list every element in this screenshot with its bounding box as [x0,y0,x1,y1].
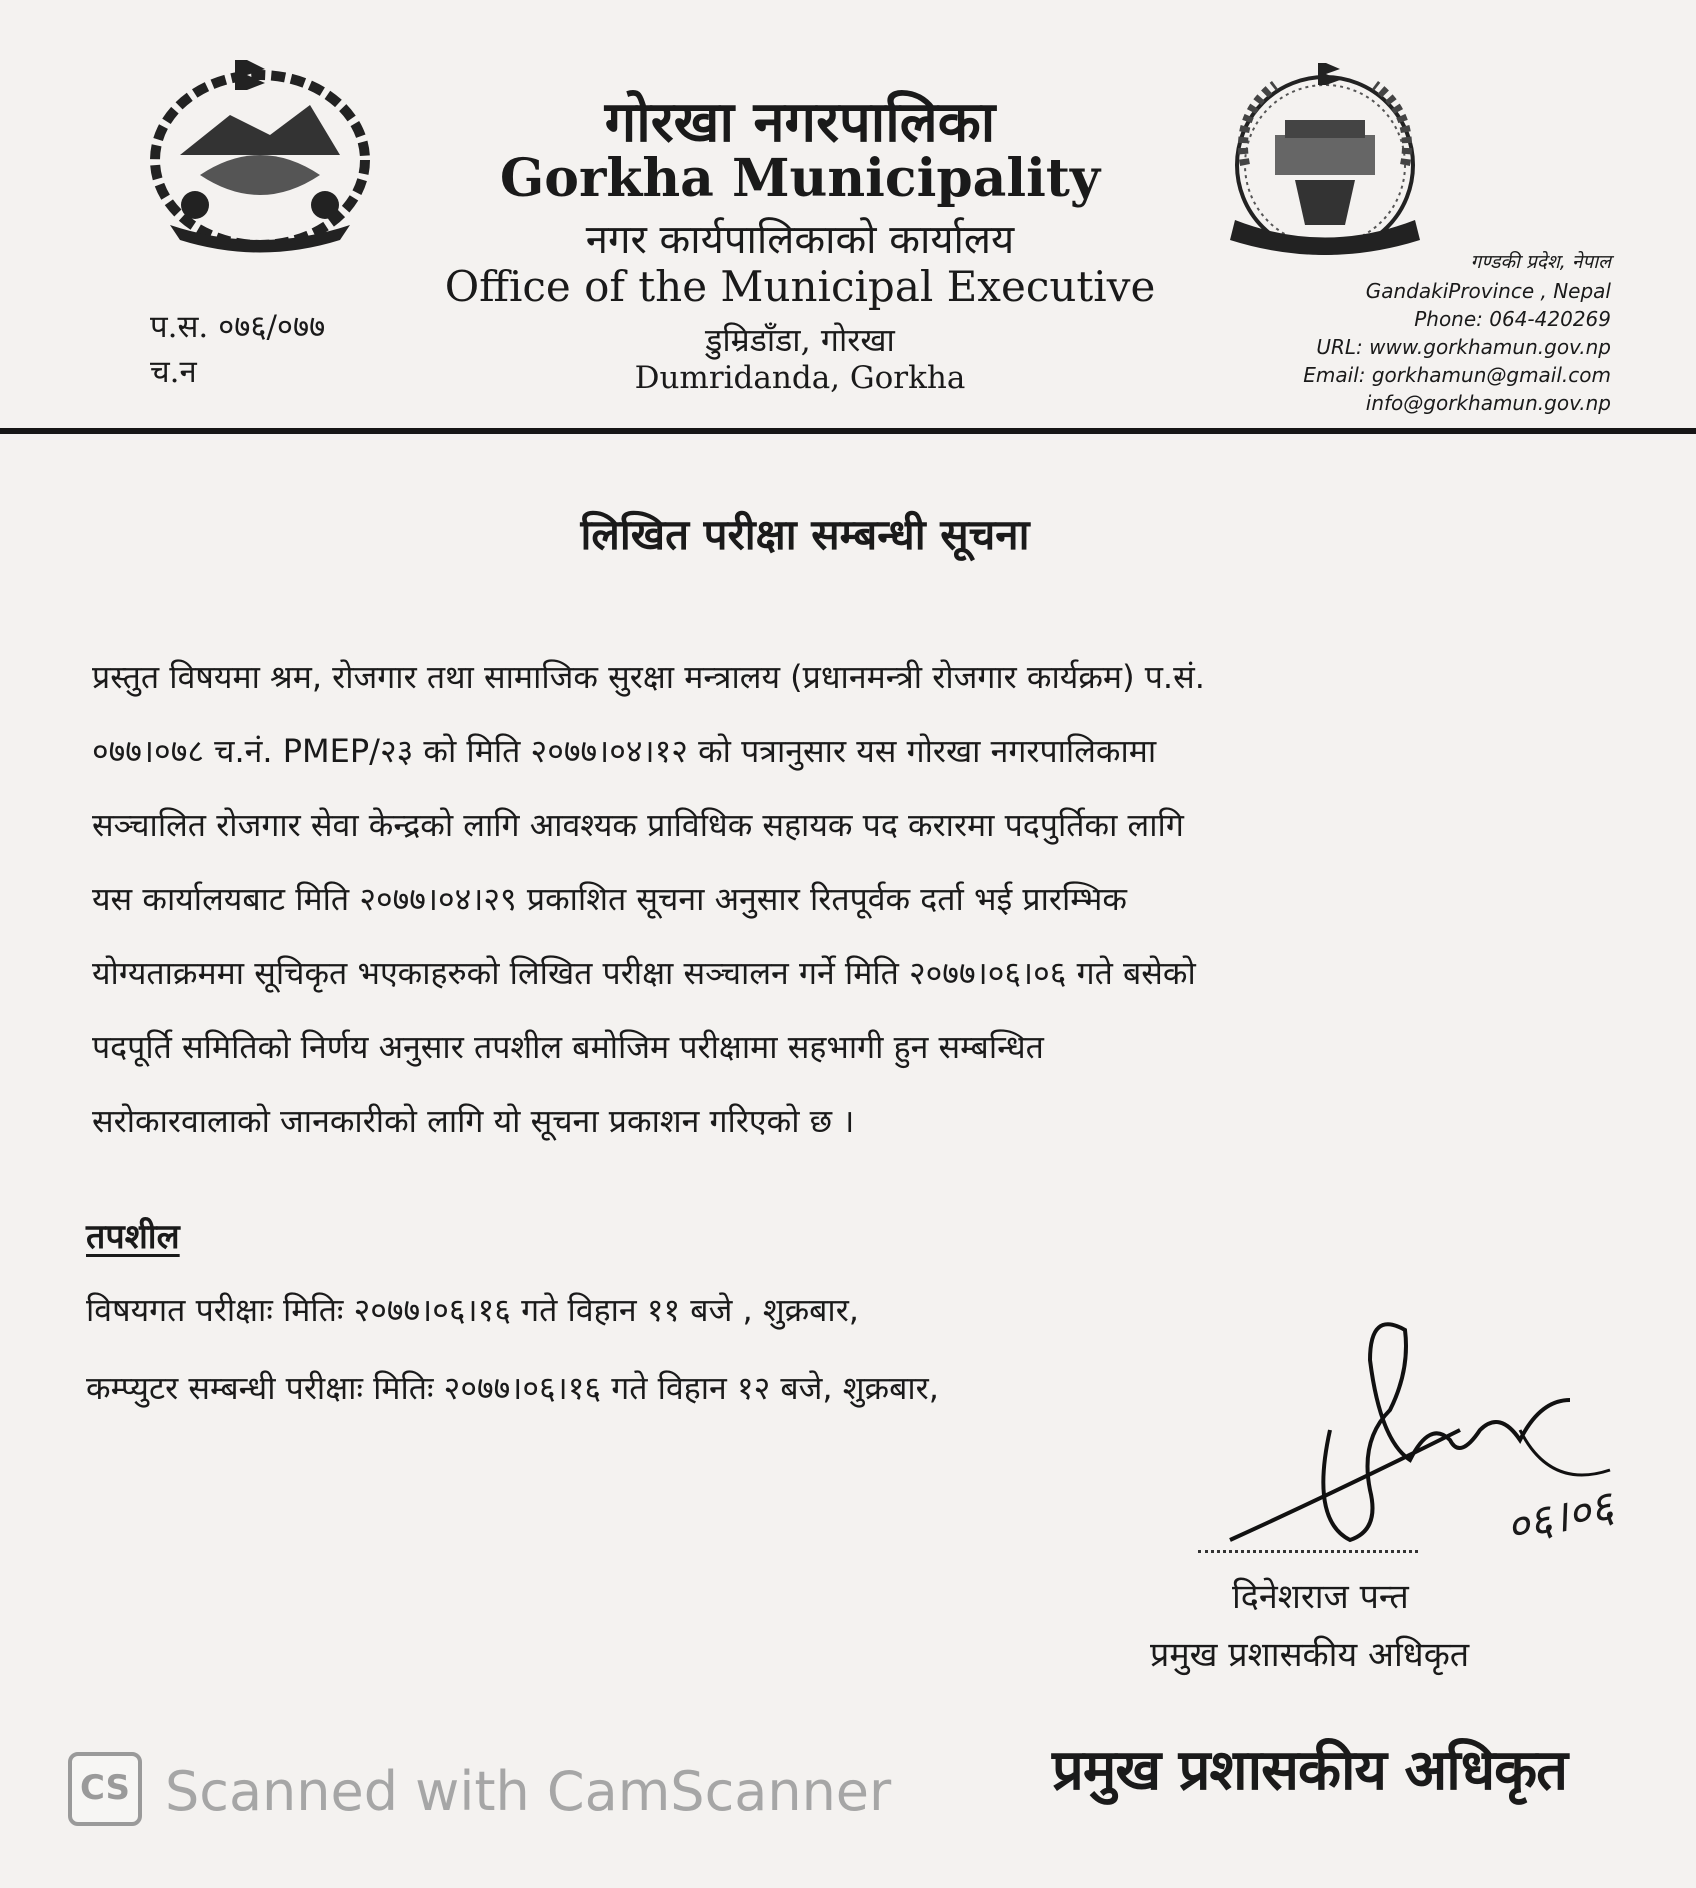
schedule-item: कम्प्युटर सम्बन्धी परीक्षाः मितिः २०७७।०६।१६ गते विहान १२ बजे, शुक्रबार, [86,1369,939,1407]
email-address: Email: gorkhamun@gmail.com [1303,363,1611,387]
schedule-heading: तपशील [86,1217,180,1257]
province-nepali: गण्डकी प्रदेश, नेपाल [1470,251,1611,273]
schedule-item: विषयगत परीक्षाः मितिः २०७७।०६।१६ गते विहान ११ बजे , शुक्रबार, [86,1291,859,1329]
body-line: सरोकारवालाको जानकारीको लागि यो सूचना प्रकाशन गरिएको छ । [92,1102,855,1140]
address-english: Dumridanda, Gorkha [634,360,966,396]
body-line: प्रस्तुत विषयमा श्रम, रोजगार तथा सामाजिक सुरक्षा मन्त्रालय (प्रधानमन्त्री रोजगार कार्यक्रम) प.सं. [92,658,1205,696]
signer-designation: प्रमुख प्रशासकीय अधिकृत [1150,1635,1470,1675]
notice-title: लिखित परीक्षा सम्बन्धी सूचना [580,510,1030,559]
header-divider [0,428,1696,434]
dispatch-number: च.न [150,354,197,390]
email-address-secondary: info@gorkhamun.gov.np [1365,391,1611,415]
phone-number: Phone: 064-420269 [1414,307,1611,331]
municipality-name-english: Gorkha Municipality [499,148,1101,209]
designation-stamp: प्रमुख प्रशासकीय अधिकृत [1052,1738,1568,1803]
signer-name: दिनेशराज पन्त [1232,1577,1409,1617]
province-english: GandakiProvince , Nepal [1365,279,1611,303]
body-line: यस कार्यालयबाट मिति २०७७।०४।२९ प्रकाशित सूचना अनुसार रितपूर्वक दर्ता भई प्रारम्भिक [92,880,1127,918]
municipality-logo-icon [1205,55,1445,265]
signature-date: ०६।०६ [1501,1481,1618,1554]
website-url: URL: www.gorkhamun.gov.np [1316,335,1611,359]
notice-body [92,655,1522,1173]
body-line: योग्यताक्रममा सूचिकृत भएकाहरुको लिखित परीक्षा सञ्चालन गर्ने मिति २०७७।०६।०६ गते बसेको [92,954,1196,992]
nepal-emblem-icon [140,55,380,255]
office-name-english: Office of the Municipal Executive [444,262,1156,311]
body-line: पदपूर्ति समितिको निर्णय अनुसार तपशील बमोजिम परीक्षामा सहभागी हुन सम्बन्धित [92,1028,1044,1066]
municipality-name-nepali: गोरखा नगरपालिका [604,89,996,155]
address-nepali: डुम्रिडाँडा, गोरखा [705,321,895,359]
camscanner-logo-icon: CS [68,1752,142,1826]
fiscal-year-reference: प.स. ०७६/०७७ [150,309,326,345]
office-name-nepali: नगर कार्यपालिकाको कार्यालय [585,217,1015,263]
signature-line [1198,1550,1418,1553]
scanner-watermark: Scanned with CamScanner [165,1760,892,1823]
handwritten-signature [1220,1290,1680,1590]
body-line: सञ्चालित रोजगार सेवा केन्द्रको लागि आवश्यक प्राविधिक सहायक पद करारमा पदपुर्तिका लागि [92,806,1184,844]
body-line: ०७७।०७८ च.नं. PMEP/२३ को मिति २०७७।०४।१२ को पत्रानुसार यस गोरखा नगरपालिकामा [92,732,1157,770]
